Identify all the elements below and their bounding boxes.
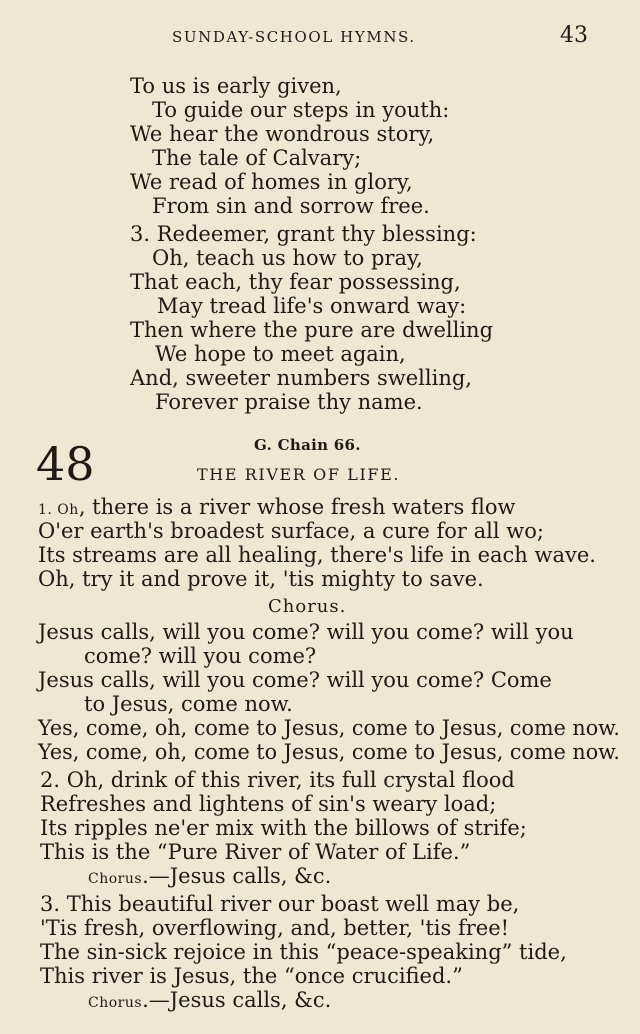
verse-line: 3. This beautiful river our boast well may be,: [40, 892, 520, 916]
verse-line: Yes, come, oh, come to Jesus, come to Jesus, come now.: [38, 716, 621, 740]
chorus-reference-text: .—Jesus calls, &c.: [142, 864, 332, 888]
verse-line: Then where the pure are dwelling: [130, 318, 494, 342]
verse-line: This river is Jesus, the “once crucified.”: [40, 964, 463, 988]
verse-line: To guide our steps in youth:: [152, 98, 450, 122]
verse-line: Oh, try it and prove it, 'tis mighty to save.: [38, 567, 484, 591]
running-head: SUNDAY-SCHOOL HYMNS.: [172, 28, 416, 46]
verse-line: This is the “Pure River of Water of Life.”: [40, 840, 471, 864]
verse-line-rest: , there is a river whose fresh waters flow: [78, 495, 516, 519]
verse-line: We hope to meet again,: [155, 342, 406, 366]
chorus-label: Chorus: [88, 871, 143, 887]
verse-line: 2. Oh, drink of this river, its full crystal flood: [40, 768, 515, 792]
chorus-reference: [88, 988, 331, 1015]
verse-line: to Jesus, come now.: [84, 692, 293, 716]
verse-line: Oh, teach us how to pray,: [152, 246, 423, 270]
verse-line: Yes, come, oh, come to Jesus, come to Jesus, come now.: [38, 740, 621, 764]
verse-line: 3. Redeemer, grant thy blessing:: [130, 222, 477, 246]
verse-line: Jesus calls, will you come? will you come? Come: [38, 668, 552, 692]
verse-line: From sin and sorrow free.: [152, 194, 430, 218]
verse-line: Jesus calls, will you come? will you come? will you: [38, 620, 574, 644]
chorus-label: Chorus: [88, 995, 143, 1011]
verse-line: We hear the wondrous story,: [130, 122, 435, 146]
verse-line: come? will you come?: [84, 644, 317, 668]
verse-line: 'Tis fresh, overflowing, and, better, 'tis free!: [40, 916, 510, 940]
verse-line: [38, 495, 516, 522]
hymn-title: THE RIVER OF LIFE.: [197, 465, 401, 484]
verse-line: May tread life's onward way:: [157, 294, 467, 318]
verse-line: O'er earth's broadest surface, a cure for all wo;: [38, 519, 544, 543]
page-header: [0, 23, 640, 52]
first-word: 1. Oh: [38, 502, 79, 518]
page-number: 43: [560, 23, 588, 48]
verse-line: The sin-sick rejoice in this “peace-speaking” tide,: [40, 940, 567, 964]
verse-line: Refreshes and lightens of sin's weary load;: [40, 792, 497, 816]
verse-line: To us is early given,: [130, 74, 342, 98]
verse-line: We read of homes in glory,: [130, 170, 413, 194]
chorus-heading: Chorus.: [268, 596, 347, 617]
verse-line: Its ripples ne'er mix with the billows of strife;: [40, 816, 527, 840]
chorus-reference: [88, 864, 331, 891]
tune-name: G. Chain 66.: [254, 436, 361, 454]
verse-line: That each, thy fear possessing,: [130, 270, 461, 294]
verse-line: The tale of Calvary;: [152, 146, 362, 170]
verse-line: Its streams are all healing, there's life in each wave.: [38, 543, 596, 567]
chorus-reference-text: .—Jesus calls, &c.: [142, 988, 332, 1012]
verse-line: Forever praise thy name.: [155, 390, 423, 414]
hymn-number: 48: [36, 437, 95, 491]
verse-line: And, sweeter numbers swelling,: [130, 366, 472, 390]
